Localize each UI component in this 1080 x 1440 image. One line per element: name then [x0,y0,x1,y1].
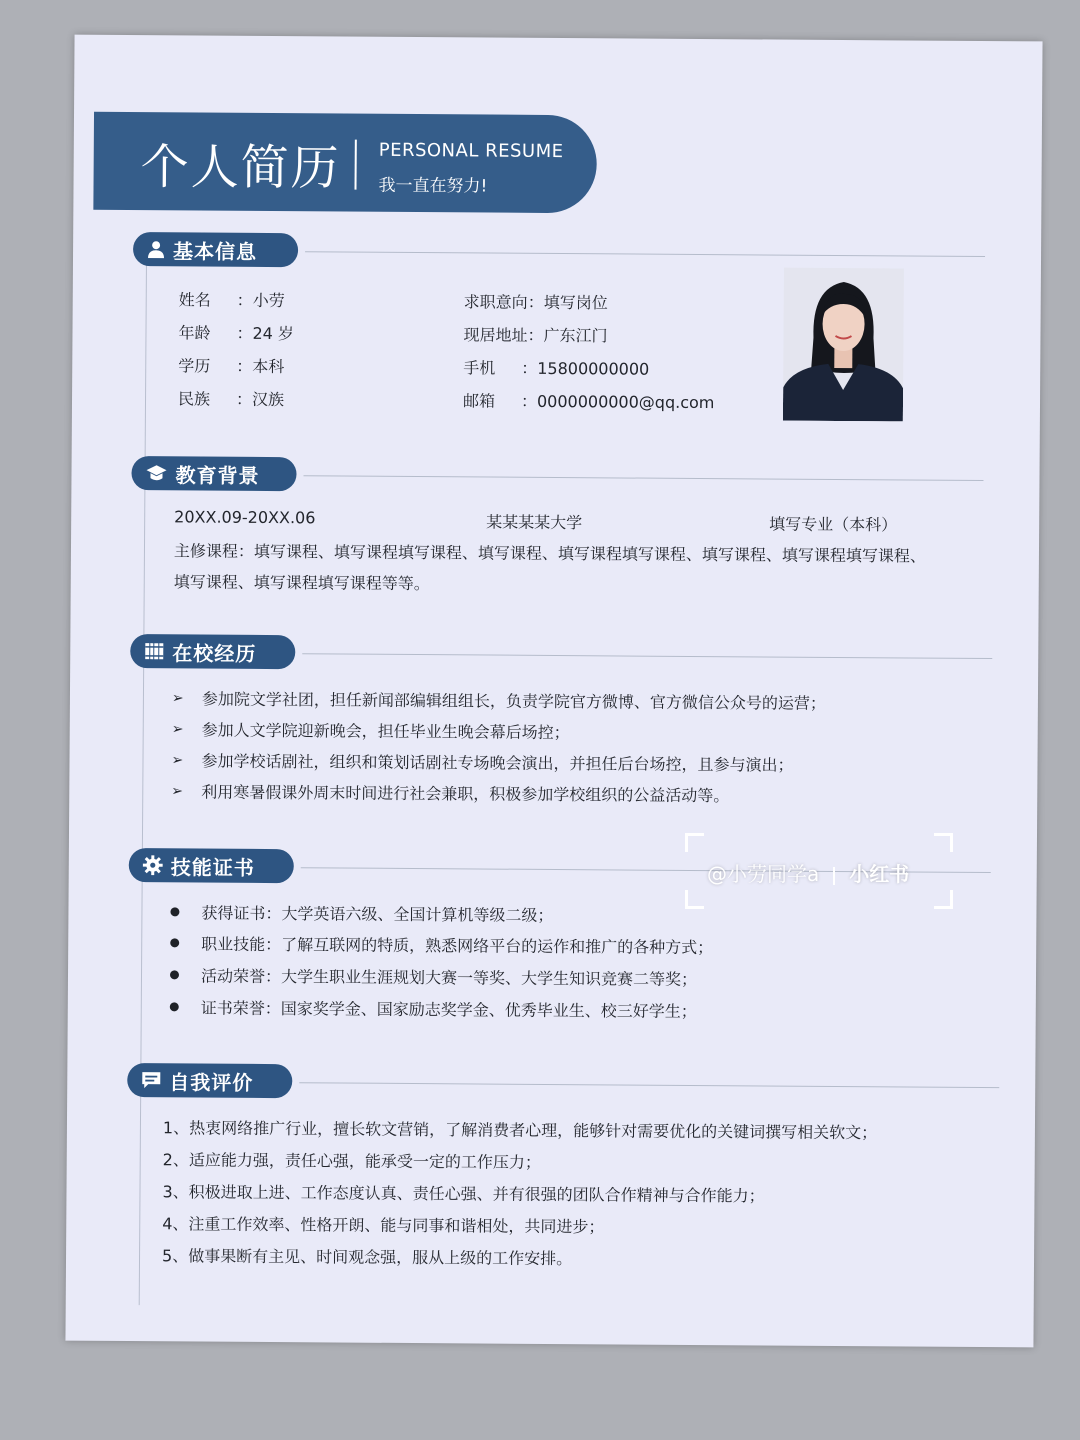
education-major: 填写专业（本科） [769,514,898,535]
resume-title: 个人简历 [140,139,341,197]
section-rule [305,251,985,257]
info-job-intent: 求职意向：填写岗位 [464,289,608,313]
user-icon [147,240,165,258]
info-ethnicity: 民族 ：汉族 [178,386,284,410]
section-heading-label: 在校经历 [172,640,257,666]
watermark-corner [934,890,953,909]
info-education: 学历 ：本科 [178,353,284,377]
section-heading-label: 教育背景 [175,462,260,488]
info-value: 0000000000@qq.com [536,391,715,413]
info-age: 年龄 ：24 岁 [178,320,294,344]
section-heading [131,456,296,491]
watermark-corner [934,833,953,852]
info-email: 邮箱 ：0000000000@qq.com [463,388,715,413]
education-period: 20XX.09-20XX.06 [174,507,316,528]
info-value: 24 岁 [252,323,295,344]
bullet-dot-icon [170,970,179,979]
self-eval-item: 2、适应能力强，责任心强，能承受一定的工作压力； [162,1150,541,1172]
section-heading [129,848,294,883]
info-label: 现居地址 [463,325,528,345]
info-label: 手机 [463,358,496,378]
arrow-bullet-icon: ➢ [171,720,184,737]
info-value: 小劳 [252,290,285,311]
profile-photo [783,268,904,422]
header-banner [93,112,597,214]
self-eval-item: 1、热衷网络推广行业，擅长软文营销，了解消费者心理，能够针对需要优化的关键词撰写相关软文； [162,1118,878,1143]
title-divider [354,140,356,190]
education-school: 某某某某大学 [486,512,583,533]
section-heading [127,1063,292,1098]
info-address: 现居地址：广东江门 [463,322,607,346]
watermark-separator [833,867,835,885]
watermark [685,833,953,909]
section-heading [130,634,295,669]
resume-motto: 我一直在努力! [378,175,488,197]
info-value: 15800000000 [537,358,650,379]
bullet-dot-icon [170,907,179,916]
info-value: 广东江门 [543,325,608,346]
section-heading-label: 基本信息 [172,238,258,264]
arrow-bullet-icon: ➢ [171,751,184,768]
campus-item: ➢ 参加人文学院迎新晚会，担任毕业生晚会幕后场控； [171,720,570,743]
watermark-corner [685,833,704,852]
arrow-bullet-icon: ➢ [171,782,184,799]
info-label: 年龄 [178,323,211,343]
watermark-corner [685,890,704,909]
gear-icon [143,855,163,875]
skill-item: 活动荣誉：大学生职业生涯规划大赛一等奖、大学生知识竞赛二等奖； [168,963,697,990]
portrait-icon [783,268,904,422]
info-value: 填写岗位 [543,292,608,313]
watermark-text [707,858,909,887]
info-label: 求职意向 [463,292,528,312]
bullet-dot-icon [170,1002,179,1011]
watermark-user: @小劳同学a [707,862,820,886]
resume-page [65,35,1042,1348]
campus-item: ➢ 参加院文学社团，担任新闻部编辑组组长，负责学院官方微博、官方微信公众号的运营； [171,689,827,713]
self-eval-item: 4、注重工作效率、性格开朗、能与同事和谐相处，共同进步； [162,1214,605,1237]
campus-item: ➢ 参加学校话剧社，组织和策划话剧社专场晚会演出，并担任后台场控，且参与演出； [171,751,794,775]
education-courses-line2: 填写课程、填写课程填写课程等等。 [173,572,430,594]
info-label: 学历 [178,356,211,376]
self-eval-item: 3、积极进取上进、工作态度认真、责任心强、并有很强的团队合作精神与合作能力； [162,1182,765,1206]
info-value: 本科 [252,356,285,377]
info-phone: 手机 ：15800000000 [463,355,649,379]
skill-item: 职业技能：了解互联网的特质，熟悉网络平台的运作和推广的各种方式； [168,931,713,958]
section-heading [133,232,298,267]
self-eval-item: 5、做事果断有主见、时间观念强，服从上级的工作安排。 [161,1246,573,1269]
skill-item: 获得证书：大学英语六级、全国计算机等级二级； [168,900,553,926]
message-icon [141,1071,161,1089]
info-label: 民族 [177,389,211,409]
books-icon [144,642,164,660]
section-rule [299,1082,999,1088]
section-heading-label: 技能证书 [170,854,255,880]
section-rule [302,653,992,659]
skill-item: 证书荣誉：国家奖学金、国家励志奖学金、优秀毕业生、校三好学生； [168,995,697,1022]
bullet-dot-icon [170,938,179,947]
info-value: 汉族 [251,389,285,410]
info-label: 姓名 [178,290,211,310]
campus-item: ➢ 利用寒暑假课外周末时间进行社会兼职，积极参加学校组织的公益活动等。 [171,782,730,806]
section-rule [303,475,983,481]
resume-subtitle: PERSONAL RESUME [378,139,564,163]
info-label: 邮箱 [462,391,496,411]
section-heading-label: 自我评价 [169,1069,254,1095]
watermark-brand: 小红书 [849,862,910,886]
arrow-bullet-icon: ➢ [171,689,184,706]
info-name: 姓名 ：小劳 [179,287,285,311]
graduation-cap-icon [145,464,167,482]
education-courses-line1: 主修课程：填写课程、填写课程填写课程、填写课程、填写课程填写课程、填写课程、填写课程填写课程、 [173,541,927,566]
left-guide-line [139,245,147,1305]
